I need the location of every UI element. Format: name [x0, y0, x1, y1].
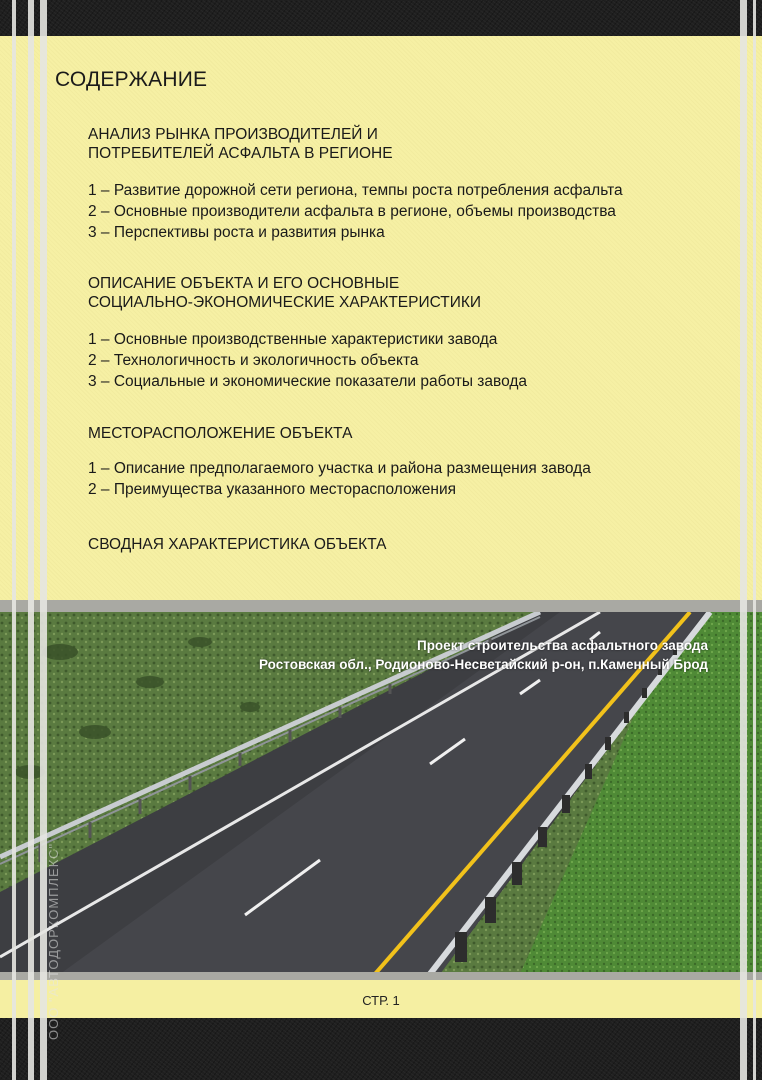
photo-caption [259, 636, 708, 674]
asphalt-texture-top [0, 0, 762, 36]
list-item: 2 – Преимущества указанного месторасположения [88, 481, 457, 498]
section-3-heading [88, 424, 352, 443]
section-2-items [88, 329, 527, 392]
vertical-stripe-4 [740, 0, 747, 1080]
vertical-brand-text: ООО "АВТОДОРКОМПЛЕКС" [46, 842, 61, 1040]
list-item: 2 – Основные производители асфальта в регионе, объемы производства [88, 203, 616, 220]
page-number: СТР. 1 [362, 993, 400, 1008]
list-item: 3 – Социальные и экономические показатели работы завода [88, 373, 528, 390]
caption-line-1: Проект строительства асфальтного завода [416, 638, 708, 653]
section-2-heading-line-1: ОПИСАНИЕ ОБЪЕКТА И ЕГО ОСНОВНЫЕ [88, 275, 400, 292]
vertical-stripe-1 [12, 0, 16, 1080]
list-item: 1 – Развитие дорожной сети региона, темпы роста потребления асфальта [88, 182, 623, 199]
list-item: 2 – Технологичность и экологичность объекта [88, 352, 419, 369]
list-item: 1 – Основные производственные характеристики завода [88, 331, 498, 348]
section-3-heading-line-1: МЕСТОРАСПОЛОЖЕНИЕ ОБЪЕКТА [88, 425, 353, 442]
section-2-heading-line-2: СОЦИАЛЬНО-ЭКОНОМИЧЕСКИЕ ХАРАКТЕРИСТИКИ [88, 294, 482, 311]
list-item: 3 – Перспективы роста и развития рынка [88, 224, 385, 241]
section-4-heading-line-1: СВОДНАЯ ХАРАКТЕРИСТИКА ОБЪЕКТА [88, 536, 387, 553]
section-3-items [88, 458, 591, 500]
contents-panel [0, 36, 762, 602]
caption-line-2: Ростовская обл., Родионово-Несветайский р-он, п.Каменный Брод [259, 657, 708, 672]
section-1-heading-line-1: АНАЛИЗ РЫНКА ПРОИЗВОДИТЕЛЕЙ И [88, 126, 378, 143]
section-1-heading [88, 125, 393, 163]
asphalt-texture-bottom [0, 1018, 762, 1080]
vertical-stripe-5 [753, 0, 756, 1080]
vertical-stripe-2 [28, 0, 34, 1080]
section-1-heading-line-2: ПОТРЕБИТЕЛЕЙ АСФАЛЬТА В РЕГИОНЕ [88, 145, 393, 162]
section-4-heading [88, 535, 387, 554]
section-1-items [88, 180, 623, 243]
page-title: СОДЕРЖАНИЕ [55, 68, 208, 91]
section-2-heading [88, 274, 481, 312]
list-item: 1 – Описание предполагаемого участка и района размещения завода [88, 460, 591, 477]
separator-bar-top [0, 600, 762, 612]
